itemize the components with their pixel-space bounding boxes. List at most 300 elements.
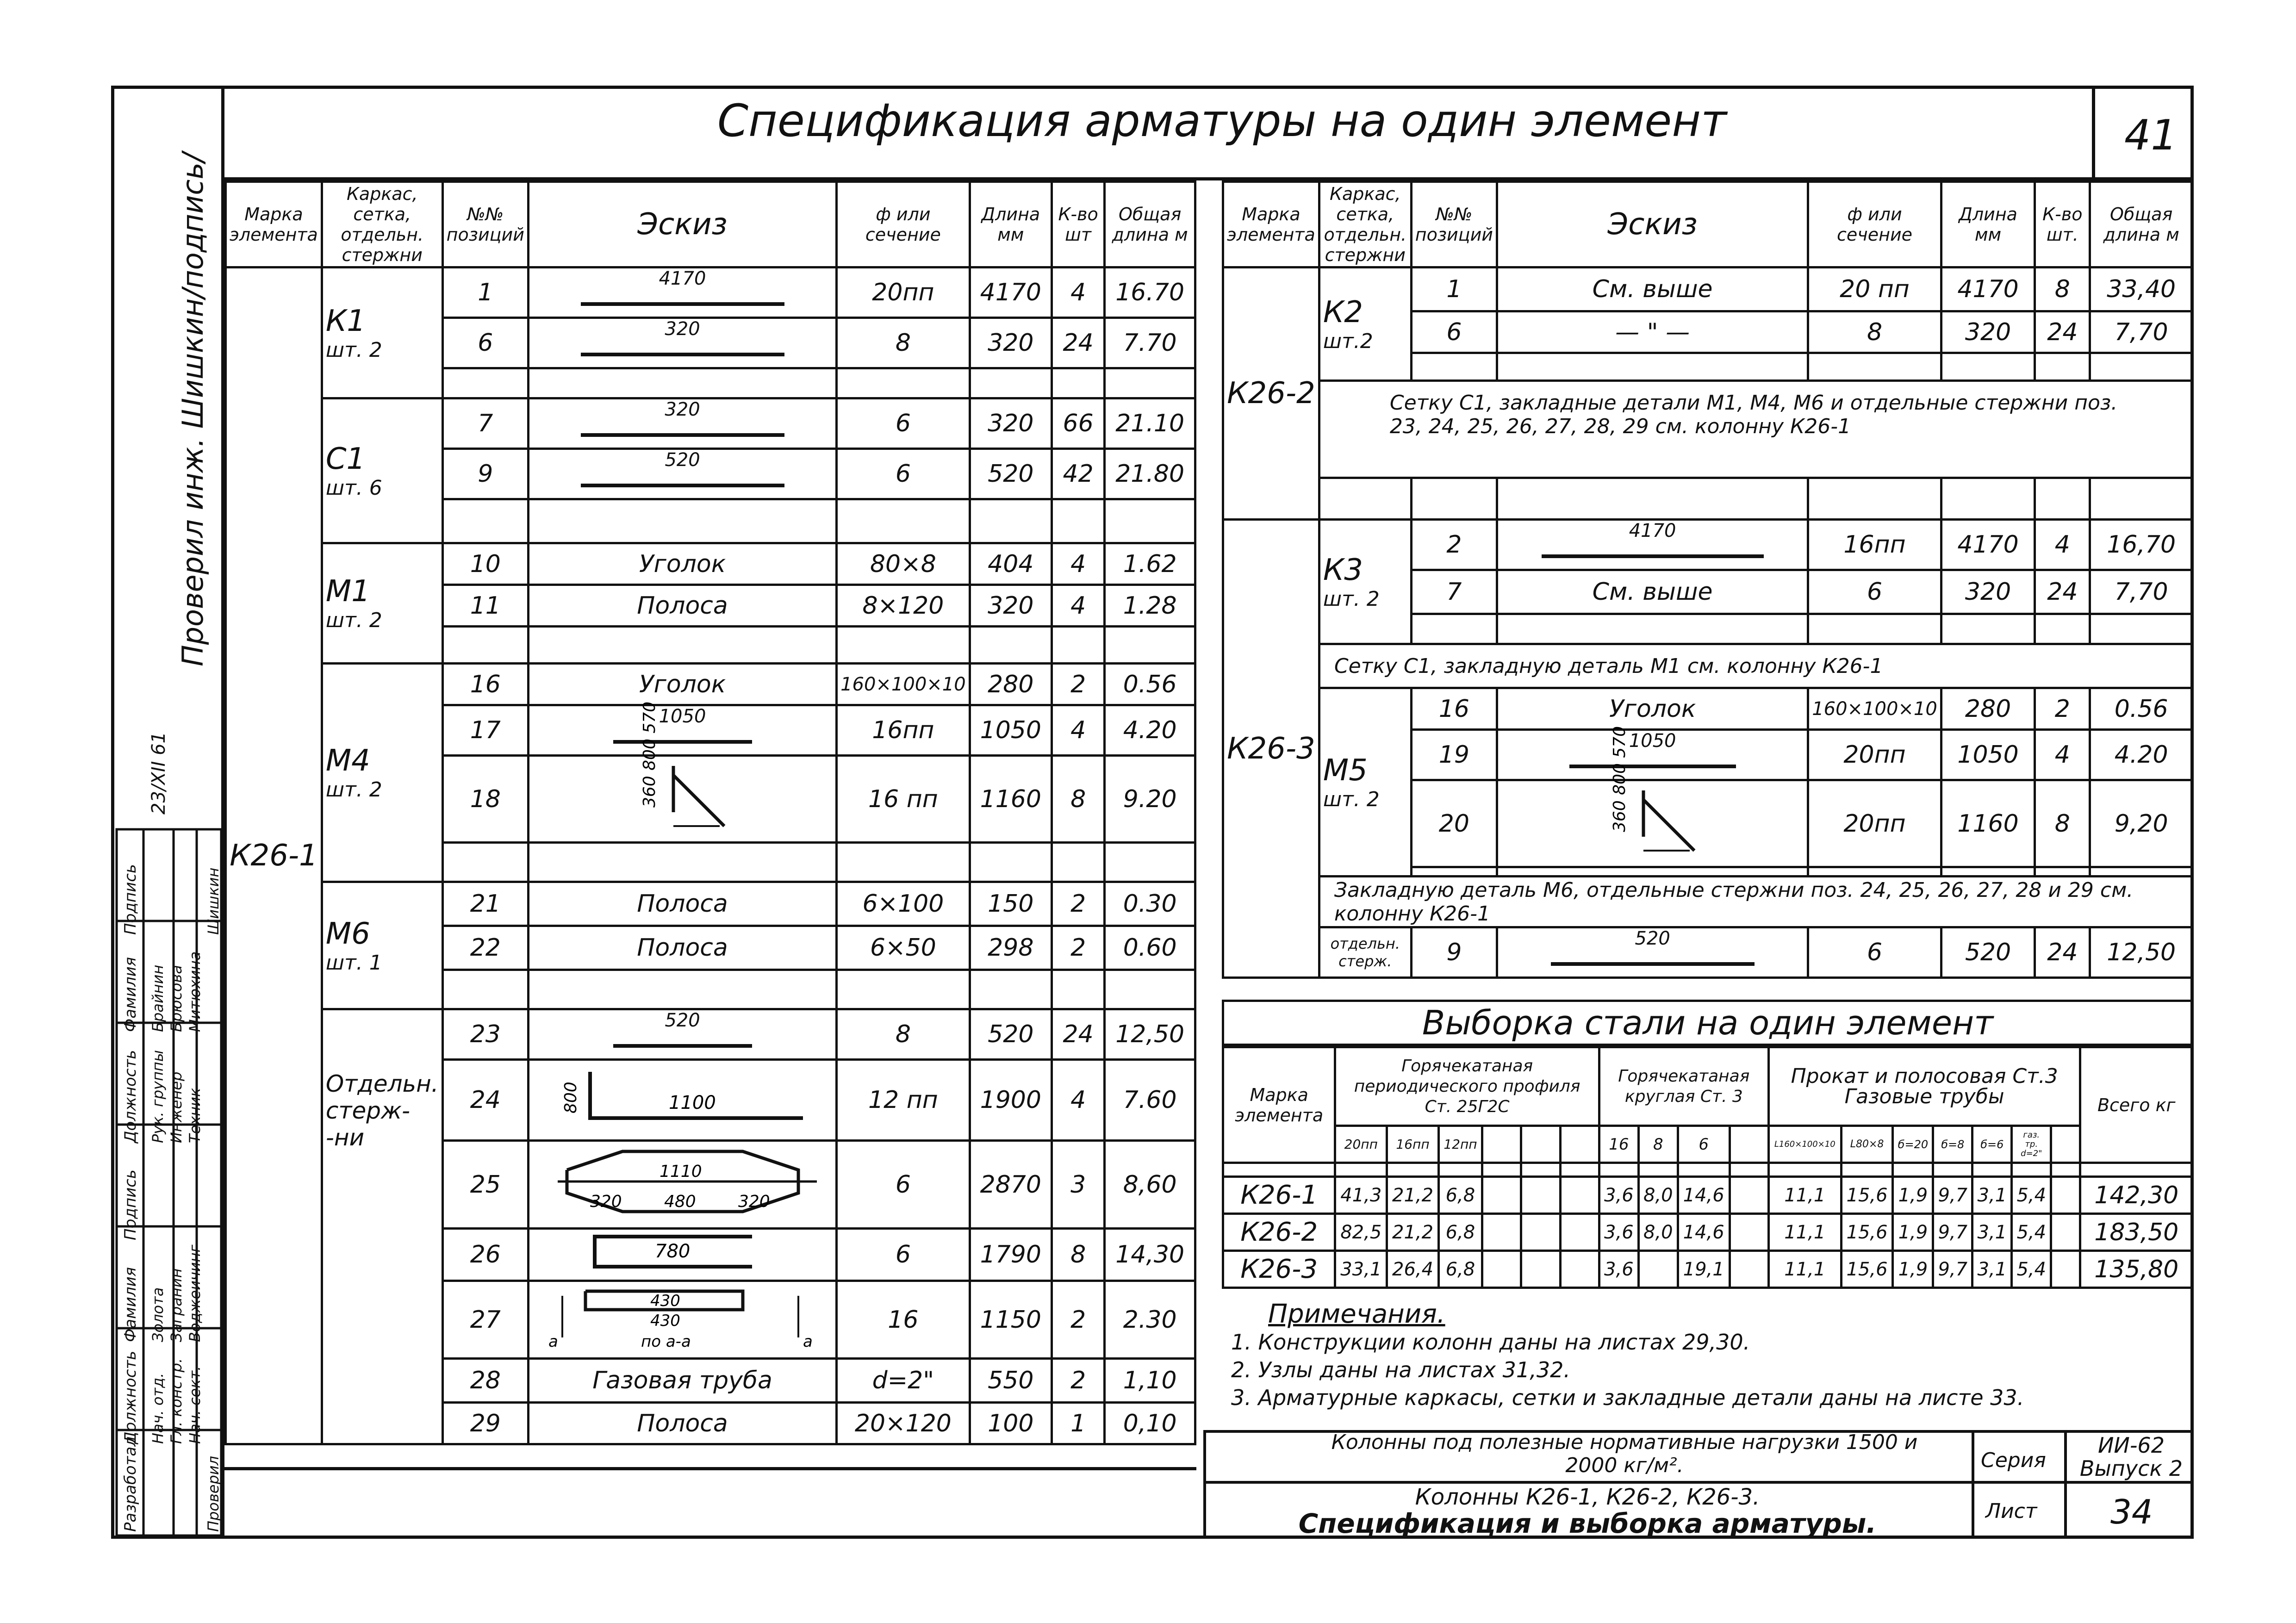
- svg-text:800: 800: [561, 1081, 580, 1113]
- right-th-mark: Марка элемента: [1223, 182, 1319, 267]
- sketch-cell-hook: [528, 1060, 836, 1141]
- length-cell: 320: [970, 585, 1052, 627]
- total-cell: 7.60: [1105, 1060, 1195, 1141]
- length-cell: 520: [1941, 927, 2035, 978]
- section-cell: 20×120: [837, 1403, 970, 1444]
- pos-cell: 20: [1411, 780, 1497, 867]
- count-cell: 4: [1052, 543, 1104, 585]
- hook-bar-sketch: [553, 1063, 812, 1132]
- section-cell: 20 пп: [1808, 267, 1941, 311]
- table-row-empty: [1223, 478, 2193, 520]
- total-cell: 21.10: [1105, 398, 1195, 449]
- notes-heading: Примечания.: [1268, 1299, 1445, 1329]
- element-mark-k26-2: К26-2: [1223, 267, 1319, 520]
- total-cell: 16.70: [1105, 267, 1195, 318]
- steel-cell: 8,0: [1638, 1177, 1678, 1214]
- count-cell: 4: [1052, 585, 1104, 627]
- steel-sub: б=6: [1972, 1126, 2012, 1163]
- pos-cell: 10: [442, 543, 528, 585]
- group-separate-bars: Отдельн. стерж- -ни: [322, 1009, 442, 1444]
- steel-mark: К26-1: [1223, 1177, 1335, 1214]
- total-cell: 12,50: [1105, 1009, 1195, 1060]
- title-block-vline-1: [1972, 1430, 1974, 1539]
- steel-sub: [1521, 1126, 1560, 1163]
- count-cell: 4: [2035, 730, 2090, 780]
- side-post-1: Рук. группы: [149, 1050, 167, 1143]
- pos-cell: 11: [442, 585, 528, 627]
- svg-text:480: 480: [664, 1192, 696, 1211]
- steel-sub: L80×8: [1841, 1126, 1893, 1163]
- section-cell: 8: [837, 1009, 970, 1060]
- steel-table-title: Выборка стали на один элемент: [1222, 1000, 2194, 1046]
- side-header-sign-2: Подпись: [121, 1169, 140, 1240]
- length-cell: 1900: [970, 1060, 1052, 1141]
- table-row: [1223, 688, 2193, 730]
- section-cell: 8: [1808, 311, 1941, 353]
- sketch-cell-clip: [528, 1281, 836, 1359]
- length-cell: 320: [970, 318, 1052, 368]
- section-cell: 6: [1808, 927, 1941, 978]
- length-cell: 1790: [970, 1229, 1052, 1281]
- count-cell: 8: [2035, 267, 2090, 311]
- section-cell: 6: [837, 449, 970, 499]
- steel-cell: 9,7: [1933, 1214, 1972, 1251]
- left-th-section: ф или сечение: [837, 182, 970, 267]
- steel-cell: 8,0: [1638, 1214, 1678, 1251]
- total-cell: 4.20: [1105, 705, 1195, 756]
- count-cell: 24: [1052, 318, 1104, 368]
- k26-2-note: Сетку С1, закладные детали М1, М4, М6 и отдельные стержни поз. 23, 24, 25, 26, 27, 28, 29 см. колонну К26-1: [1319, 381, 2192, 478]
- count-cell: 8: [1052, 756, 1104, 843]
- side-post-2: Инженер: [168, 1071, 185, 1143]
- count-cell: 4: [1052, 267, 1104, 318]
- count-cell: 4: [1052, 1060, 1104, 1141]
- pos-cell: 29: [442, 1403, 528, 1444]
- title-block-divider: [1203, 1481, 2194, 1484]
- bent-bar-2-sketch: [539, 1142, 826, 1221]
- steel-cell: 3,6: [1599, 1214, 1638, 1251]
- length-cell: 1160: [1941, 780, 2035, 867]
- length-cell: 320: [1941, 311, 2035, 353]
- pos-cell: 9: [1411, 927, 1497, 978]
- sketch-cell: 4170: [528, 267, 836, 318]
- right-th-total: Общая длина м: [2090, 182, 2193, 267]
- steel-cell: 3,1: [1972, 1177, 2012, 1214]
- steel-cell: 15,6: [1841, 1251, 1893, 1288]
- side-header-sign: Подпись: [121, 864, 140, 935]
- pos-cell: 6: [1411, 311, 1497, 353]
- sketch-cell: 520: [1497, 927, 1808, 978]
- count-cell: 2: [1052, 1281, 1104, 1359]
- loop-bar-sketch: [553, 1230, 812, 1274]
- group-c1: С1 шт. 6: [322, 398, 442, 543]
- section-cell: 8×120: [837, 585, 970, 627]
- table-row: [226, 664, 1195, 705]
- steel-cell: 6,8: [1438, 1214, 1482, 1251]
- section-cell: 12 пп: [837, 1060, 970, 1141]
- pos-cell: 1: [1411, 267, 1497, 311]
- pos-cell: 16: [442, 664, 528, 705]
- total-cell: 1.28: [1105, 585, 1195, 627]
- steel-cell: 9,7: [1933, 1251, 1972, 1288]
- table-row: [226, 398, 1195, 449]
- sketch-cell: 520: [528, 449, 836, 499]
- steel-sub: 16: [1599, 1126, 1638, 1163]
- steel-sub: б=8: [1933, 1126, 1972, 1163]
- total-cell: 9.20: [1105, 756, 1195, 843]
- side-post-4: Нач. отд.: [149, 1373, 167, 1444]
- steel-cell: [1638, 1251, 1678, 1288]
- note-item: 2. Узлы даны на листах 31,32.: [1231, 1357, 1570, 1382]
- side-header-name-2: Фамилия: [121, 1267, 140, 1342]
- length-cell: 280: [970, 664, 1052, 705]
- svg-text:1110: 1110: [659, 1162, 702, 1181]
- steel-cell: 9,7: [1933, 1177, 1972, 1214]
- total-cell: 0.56: [1105, 664, 1195, 705]
- count-cell: 2: [2035, 688, 2090, 730]
- steel-cell: 15,6: [1841, 1214, 1893, 1251]
- total-cell: 0,10: [1105, 1403, 1195, 1444]
- side-name-5: Загранин: [168, 1268, 185, 1342]
- steel-cell: 15,6: [1841, 1177, 1893, 1214]
- steel-sub: 16пп: [1387, 1126, 1439, 1163]
- k26-3-note-2: Закладную деталь М6, отдельные стержни поз. 24, 25, 26, 27, 28 и 29 см. колонну К26-1: [1319, 877, 2192, 927]
- pos-cell: 7: [1411, 570, 1497, 614]
- total-cell: 7.70: [1105, 318, 1195, 368]
- pos-cell: 26: [442, 1229, 528, 1281]
- svg-text:800 1100: 800 1100: [553, 1129, 555, 1130]
- steel-sub: 12пп: [1438, 1126, 1482, 1163]
- steel-cell: 11,1: [1768, 1214, 1841, 1251]
- side-post-5: Гл. констр.: [168, 1358, 185, 1444]
- left-th-pos: №№ позиций: [442, 182, 528, 267]
- pos-cell: 9: [442, 449, 528, 499]
- steel-mark: К26-2: [1223, 1214, 1335, 1251]
- sketch-cell: 4170: [1497, 520, 1808, 570]
- group-m5: М5 шт. 2: [1319, 688, 1411, 877]
- group-k1: К1 шт. 2: [322, 267, 442, 398]
- k26-3-note-1: Сетку С1, закладную деталь М1 см. колонну К26-1: [1319, 644, 2192, 688]
- steel-sub: [1482, 1126, 1521, 1163]
- sketch-cell: Полоса: [528, 882, 836, 926]
- section-cell: 6: [837, 398, 970, 449]
- steel-table: [1222, 1046, 2194, 1289]
- sketch-cell-bent2: [528, 1141, 836, 1229]
- right-th-section: ф или сечение: [1808, 182, 1941, 267]
- length-cell: 150: [970, 882, 1052, 926]
- count-cell: 24: [2035, 927, 2090, 978]
- steel-total: 142,30: [2080, 1177, 2193, 1214]
- page-number: 41: [2124, 111, 2178, 160]
- pos-cell: 6: [442, 318, 528, 368]
- total-cell: 0.30: [1105, 882, 1195, 926]
- pos-cell: 1: [442, 267, 528, 318]
- section-cell: 16 пп: [837, 756, 970, 843]
- steel-mark: К26-3: [1223, 1251, 1335, 1288]
- svg-text:по а-а: по а-а: [641, 1332, 691, 1351]
- section-cell: 160×100×10: [1808, 688, 1941, 730]
- length-cell: 320: [970, 398, 1052, 449]
- side-name-1: Брайнин: [149, 964, 167, 1032]
- pos-cell: 16: [1411, 688, 1497, 730]
- steel-cell: 26,4: [1387, 1251, 1439, 1288]
- sketch-cell: 1050: [528, 705, 836, 756]
- section-cell: 6: [837, 1141, 970, 1229]
- table-row-note: [1223, 644, 2193, 688]
- total-cell: 14,30: [1105, 1229, 1195, 1281]
- pos-cell: 7: [442, 398, 528, 449]
- series-label: Серия: [1981, 1449, 2046, 1472]
- left-header-row: [226, 182, 1195, 267]
- note-item: 3. Арматурные каркасы, сетки и закладные детали даны на листе 33.: [1231, 1385, 2024, 1410]
- steel-cell: 3,6: [1599, 1251, 1638, 1288]
- sketch-cell: Уголок: [528, 543, 836, 585]
- page-number-divider: [2092, 88, 2095, 180]
- section-cell: 80×8: [837, 543, 970, 585]
- svg-text:а: а: [548, 1332, 558, 1351]
- length-cell: 4170: [970, 267, 1052, 318]
- table-row-note: [1223, 877, 2193, 927]
- table-row: [1223, 927, 2193, 978]
- length-cell: 550: [970, 1359, 1052, 1403]
- steel-cell: 3,1: [1972, 1214, 2012, 1251]
- pos-cell: 24: [442, 1060, 528, 1141]
- length-cell: 1050: [1941, 730, 2035, 780]
- steel-cell: 1,9: [1893, 1251, 1933, 1288]
- bottom-left-strip: [224, 1467, 1196, 1539]
- side-sign-checker: Шишкин: [205, 867, 222, 935]
- steel-sub: 8: [1638, 1126, 1678, 1163]
- total-cell: 7,70: [2090, 570, 2193, 614]
- svg-text:320: 320: [738, 1192, 770, 1211]
- steel-cell: 41,3: [1335, 1177, 1387, 1214]
- steel-subheader-row: [1223, 1126, 2193, 1163]
- steel-sub: [1730, 1126, 1768, 1163]
- count-cell: 3: [1052, 1141, 1104, 1229]
- svg-text:360 800 570: 360 800 570: [640, 701, 659, 808]
- svg-text:а: а: [803, 1332, 813, 1351]
- sketch-cell: Уголок: [528, 664, 836, 705]
- table-row: [1223, 1251, 2193, 1288]
- checked-by-label: Проверил инж. Шишкин/подпись/: [176, 153, 210, 666]
- table-row: [226, 882, 1195, 926]
- sketch-cell: 320: [528, 398, 836, 449]
- notes-block: [1231, 1300, 2184, 1412]
- sketch-cell: Газовая труба: [528, 1359, 836, 1403]
- sketch-cell: Полоса: [528, 926, 836, 970]
- side-post-3: Техник: [186, 1088, 204, 1143]
- pos-cell: 19: [1411, 730, 1497, 780]
- steel-cell: 19,1: [1678, 1251, 1730, 1288]
- steel-cell: 14,6: [1678, 1177, 1730, 1214]
- table-row: [226, 1009, 1195, 1060]
- left-spec-table: [224, 180, 1196, 1445]
- steel-total: 135,80: [2080, 1251, 2193, 1288]
- title-block-line3: Спецификация и выборка арматуры.: [1298, 1508, 1877, 1539]
- count-cell: 8: [2035, 780, 2090, 867]
- total-cell: 16,70: [2090, 520, 2193, 570]
- group-m6: М6 шт. 1: [322, 882, 442, 1009]
- length-cell: 100: [970, 1403, 1052, 1444]
- section-cell: 16: [837, 1281, 970, 1359]
- pos-cell: 18: [442, 756, 528, 843]
- length-cell: 1150: [970, 1281, 1052, 1359]
- total-cell: 1,10: [1105, 1359, 1195, 1403]
- steel-th-mark: Марка элемента: [1223, 1047, 1335, 1163]
- total-cell: 7,70: [2090, 311, 2193, 353]
- steel-th-total: Всего кг: [2080, 1047, 2193, 1163]
- length-cell: 4170: [1941, 520, 2035, 570]
- count-cell: 24: [1052, 1009, 1104, 1060]
- side-name-6: Воджеичинг: [186, 1244, 204, 1342]
- section-cell: 6: [1808, 570, 1941, 614]
- section-cell: 20пп: [837, 267, 970, 318]
- section-cell: 160×100×10: [837, 664, 970, 705]
- total-cell: 1.62: [1105, 543, 1195, 585]
- steel-sub: б=20: [1893, 1126, 1933, 1163]
- total-cell: 33,40: [2090, 267, 2193, 311]
- right-th-frame: Каркас, сетка, отдельн. стержни: [1319, 182, 1411, 267]
- element-mark-k26-3: К26-3: [1223, 520, 1319, 978]
- total-cell: 9,20: [2090, 780, 2193, 867]
- svg-text:780: 780: [654, 1241, 690, 1262]
- right-th-count: К-во шт.: [2035, 182, 2090, 267]
- right-spec-table: [1222, 180, 2194, 979]
- steel-cell: 21,2: [1387, 1177, 1439, 1214]
- svg-text:360 800 570: 360 800 570: [1610, 726, 1629, 832]
- steel-cell: 21,2: [1387, 1214, 1439, 1251]
- steel-th-group2: Горячекатаная круглая Ст. 3: [1599, 1047, 1768, 1126]
- count-cell: 24: [2035, 570, 2090, 614]
- count-cell: 8: [1052, 1229, 1104, 1281]
- sketch-cell: 1050: [1497, 730, 1808, 780]
- steel-cell: 6,8: [1438, 1251, 1482, 1288]
- length-cell: 1160: [970, 756, 1052, 843]
- total-cell: 21.80: [1105, 449, 1195, 499]
- length-cell: 1050: [970, 705, 1052, 756]
- count-cell: 4: [2035, 520, 2090, 570]
- steel-cell: 82,5: [1335, 1214, 1387, 1251]
- length-cell: 2870: [970, 1141, 1052, 1229]
- clip-bar-sketch: [539, 1282, 826, 1351]
- note-item: 1. Конструкции колонн даны на листах 29,30.: [1231, 1330, 1750, 1355]
- section-cell: d=2": [837, 1359, 970, 1403]
- svg-text:430 430 по а-а: 430 430 по а-а: [539, 1350, 543, 1351]
- sketch-cell: См. выше: [1497, 267, 1808, 311]
- count-cell: 42: [1052, 449, 1104, 499]
- group-k3: К3 шт. 2: [1319, 520, 1411, 644]
- side-name-3: Митюхина: [186, 951, 204, 1032]
- pos-cell: 21: [442, 882, 528, 926]
- table-row: [1223, 1177, 2193, 1214]
- steel-cell: 1,9: [1893, 1177, 1933, 1214]
- steel-header-row: [1223, 1047, 2193, 1126]
- section-cell: 16пп: [1808, 520, 1941, 570]
- right-header-row: [1223, 182, 2193, 267]
- table-row: [226, 267, 1195, 318]
- side-name-4: Золота: [149, 1287, 167, 1342]
- left-th-mark: Марка элемента: [226, 182, 322, 267]
- left-th-frame: Каркас, сетка, отдельн. стержни: [322, 182, 442, 267]
- length-cell: 298: [970, 926, 1052, 970]
- pos-cell: 27: [442, 1281, 528, 1359]
- table-row: [1223, 520, 2193, 570]
- sketch-cell: 520: [528, 1009, 836, 1060]
- sheet-value: 34: [2110, 1492, 2153, 1531]
- steel-sub: 20пп: [1335, 1126, 1387, 1163]
- sketch-cell: Полоса: [528, 585, 836, 627]
- pos-cell: 25: [442, 1141, 528, 1229]
- group-k2: К2 шт.2: [1319, 267, 1411, 381]
- section-cell: 8: [837, 318, 970, 368]
- sketch-cell: — " —: [1497, 311, 1808, 353]
- side-header-name: Фамилия: [121, 957, 140, 1032]
- sketch-cell: Уголок: [1497, 688, 1808, 730]
- svg-text:430: 430: [650, 1312, 680, 1330]
- group-m4: М4 шт. 2: [322, 664, 442, 882]
- pos-cell: 23: [442, 1009, 528, 1060]
- steel-th-group3: Прокат и полосовая Ст.3 Газовые трубы: [1768, 1047, 2080, 1126]
- count-cell: 2: [1052, 926, 1104, 970]
- length-cell: 520: [970, 1009, 1052, 1060]
- pos-cell: 2: [1411, 520, 1497, 570]
- length-cell: 320: [1941, 570, 2035, 614]
- steel-cell: 3,1: [1972, 1251, 2012, 1288]
- left-th-total: Общая длина м: [1105, 182, 1195, 267]
- sketch-cell: См. выше: [1497, 570, 1808, 614]
- title-block-line2: Колонны К26-1, К26-2, К26-3.: [1415, 1484, 1760, 1510]
- steel-cell: 3,6: [1599, 1177, 1638, 1214]
- steel-cell: 5,4: [2012, 1177, 2051, 1214]
- series-value: ИИ-62 Выпуск 2: [2079, 1433, 2183, 1481]
- total-cell: 0.56: [2090, 688, 2193, 730]
- side-name-2: Брюсова: [168, 965, 185, 1032]
- count-cell: 4: [1052, 705, 1104, 756]
- svg-text:320: 320: [590, 1192, 622, 1211]
- count-cell: 2: [1052, 664, 1104, 705]
- length-cell: 520: [970, 449, 1052, 499]
- sketch-cell: Полоса: [528, 1403, 836, 1444]
- sep-label: отдельн. стерж.: [1319, 927, 1411, 978]
- left-th-count: К-во шт: [1052, 182, 1104, 267]
- section-cell: 6×100: [837, 882, 970, 926]
- steel-sub: [1560, 1126, 1599, 1163]
- length-cell: 280: [1941, 688, 2035, 730]
- pos-cell: 17: [442, 705, 528, 756]
- element-mark-k26-1: К26-1: [226, 267, 322, 1444]
- total-cell: 0.60: [1105, 926, 1195, 970]
- side-header-post-2: Должность: [121, 1350, 140, 1444]
- left-th-sketch: Эскиз: [528, 182, 836, 267]
- steel-cell: 6,8: [1438, 1177, 1482, 1214]
- total-cell: 2.30: [1105, 1281, 1195, 1359]
- steel-sub: L160×100×10: [1768, 1126, 1841, 1163]
- sheet-label: Лист: [1985, 1499, 2037, 1523]
- svg-text:1100: 1100: [668, 1092, 716, 1113]
- title-block-line1: Колонны под полезные нормативные нагрузки 1500 и 2000 кг/м².: [1331, 1430, 1918, 1477]
- total-cell: 4.20: [2090, 730, 2193, 780]
- svg-text:430: 430: [650, 1292, 680, 1310]
- section-cell: 20пп: [1808, 730, 1941, 780]
- group-m1: М1 шт. 2: [322, 543, 442, 664]
- section-cell: 6×50: [837, 926, 970, 970]
- sketch-cell: 320: [528, 318, 836, 368]
- title-block-vline-2: [2064, 1430, 2067, 1539]
- side-role-dev: Разработал: [121, 1436, 140, 1532]
- count-cell: 24: [2035, 311, 2090, 353]
- length-cell: 404: [970, 543, 1052, 585]
- section-cell: 20пп: [1808, 780, 1941, 867]
